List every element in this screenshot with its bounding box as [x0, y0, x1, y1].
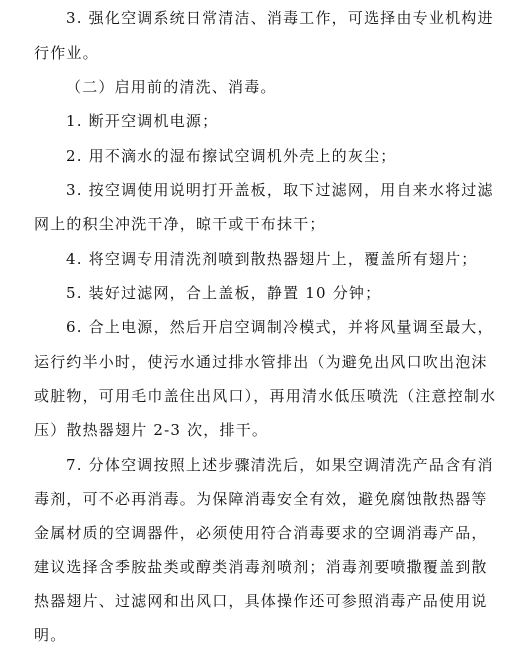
paragraph-line: 金属材质的空调器件，必须使用符合消毒要求的空调消毒产品，	[34, 524, 488, 542]
paragraph-line: 1. 断开空调机电源；	[66, 112, 219, 130]
paragraph-line: 明。	[34, 626, 67, 644]
paragraph-line: 行作业。	[34, 44, 99, 62]
paragraph-line: 毒剂，可不必再消毒。为保障消毒安全有效，避免腐蚀散热器等	[34, 490, 488, 508]
paragraph-line: 5. 装好过滤网，合上盖板，静置 10 分钟；	[66, 284, 382, 302]
paragraph-line: 网上的积尘冲洗干净，晾干或干布抹干；	[34, 215, 326, 233]
paragraph-line: 运行约半小时，使污水通过排水管排出（为避免出风口吹出泡沫	[34, 353, 488, 371]
subsection-heading: （二）启用前的清洗、消毒。	[66, 78, 277, 96]
paragraph-line: 6. 合上电源，然后开启空调制冷模式，并将风量调至最大，	[66, 318, 494, 336]
paragraph-line: 建议选择含季胺盐类或醇类消毒剂喷剂；消毒剂要喷撒覆盖到散	[34, 558, 488, 576]
paragraph-line: 或脏物，可用毛巾盖住出风口），再用清水低压喷洗（注意控制水	[34, 387, 497, 405]
paragraph-line: 2. 用不滴水的湿布擦试空调机外壳上的灰尘；	[66, 147, 397, 165]
paragraph-line: 热器翅片、过滤网和出风口，具体操作还可参照消毒产品使用说	[34, 592, 488, 610]
paragraph-line: 3. 强化空调系统日常清洁、消毒工作，可选择由专业机构进	[66, 9, 494, 27]
paragraph-line: 3. 按空调使用说明打开盖板，取下过滤网，用自来水将过滤	[66, 181, 494, 199]
paragraph-line: 4. 将空调专用清洗剂喷到散热器翅片上，覆盖所有翅片；	[66, 250, 478, 268]
paragraph-line: 7. 分体空调按照上述步骤清洗后，如果空调清洗产品含有消	[66, 456, 494, 474]
paragraph-line: 压）散热器翅片 2-3 次，排干。	[34, 421, 269, 439]
